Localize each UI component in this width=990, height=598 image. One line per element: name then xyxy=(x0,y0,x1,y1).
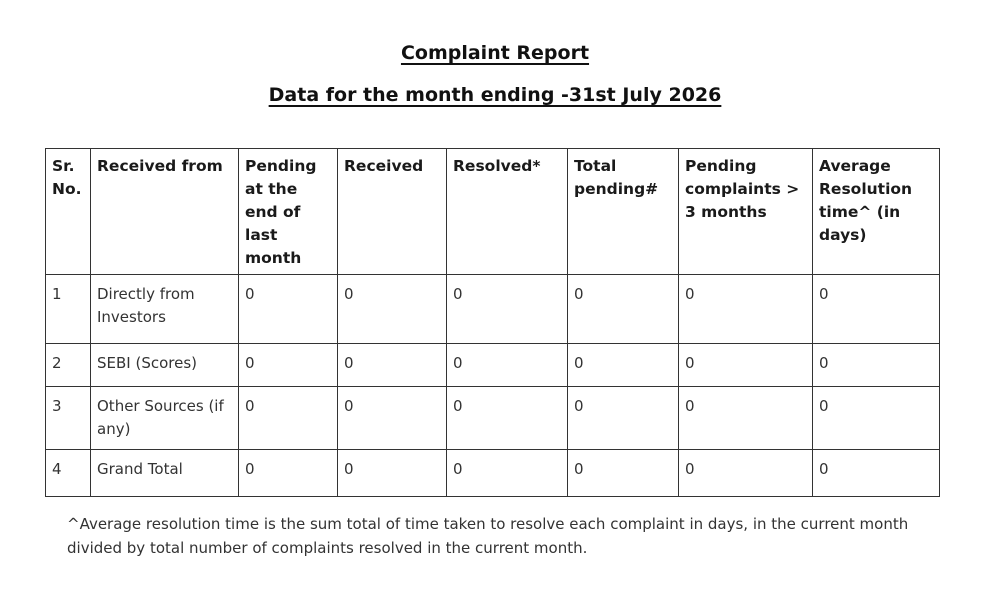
cell-total-pending: 0 xyxy=(568,450,679,497)
cell-resolved: 0 xyxy=(447,450,568,497)
cell-sr-no: 3 xyxy=(46,387,91,450)
header-average-resolution-time: Average Resolution time^ (in days) xyxy=(813,149,940,275)
header-total-pending: Total pending# xyxy=(568,149,679,275)
report-title xyxy=(0,42,990,64)
table-row xyxy=(46,450,940,497)
cell-total-pending: 0 xyxy=(568,387,679,450)
cell-resolved: 0 xyxy=(447,275,568,344)
footnote: ^Average resolution time is the sum total of time taken to resolve each complaint in days, in the current month divided by total number of complaints resolved in the current month. xyxy=(67,515,909,557)
cell-received: 0 xyxy=(338,387,447,450)
table-row xyxy=(46,344,940,387)
cell-received-from: Grand Total xyxy=(91,450,239,497)
cell-resolved: 0 xyxy=(447,344,568,387)
table-header-row xyxy=(46,149,940,275)
cell-pending-last-month: 0 xyxy=(239,450,338,497)
cell-pending-last-month: 0 xyxy=(239,387,338,450)
report-subtitle xyxy=(0,84,990,106)
cell-sr-no: 2 xyxy=(46,344,91,387)
cell-received: 0 xyxy=(338,275,447,344)
cell-received-from: SEBI (Scores) xyxy=(91,344,239,387)
cell-pending-over-3-months: 0 xyxy=(679,387,813,450)
header-received: Received xyxy=(338,149,447,275)
header-sr-no: Sr. No. xyxy=(46,149,91,275)
cell-received: 0 xyxy=(338,450,447,497)
cell-received-from: Directly from Investors xyxy=(91,275,239,344)
cell-pending-over-3-months: 0 xyxy=(679,275,813,344)
cell-total-pending: 0 xyxy=(568,275,679,344)
report-subtitle-text: Data for the month ending -31st July 2026 xyxy=(268,84,722,106)
cell-received: 0 xyxy=(338,344,447,387)
report-title-text: Complaint Report xyxy=(400,42,590,64)
cell-resolved: 0 xyxy=(447,387,568,450)
cell-pending-last-month: 0 xyxy=(239,275,338,344)
cell-total-pending: 0 xyxy=(568,344,679,387)
header-resolved: Resolved* xyxy=(447,149,568,275)
table-row xyxy=(46,275,940,344)
complaint-table xyxy=(45,148,940,497)
cell-sr-no: 1 xyxy=(46,275,91,344)
cell-sr-no: 4 xyxy=(46,450,91,497)
cell-average-resolution-time: 0 xyxy=(813,450,940,497)
header-pending-last-month: Pending at the end of last month xyxy=(239,149,338,275)
cell-pending-last-month: 0 xyxy=(239,344,338,387)
header-received-from: Received from xyxy=(91,149,239,275)
cell-average-resolution-time: 0 xyxy=(813,387,940,450)
cell-received-from: Other Sources (if any) xyxy=(91,387,239,450)
cell-average-resolution-time: 0 xyxy=(813,275,940,344)
cell-pending-over-3-months: 0 xyxy=(679,344,813,387)
header-pending-over-3-months: Pending complaints > 3 months xyxy=(679,149,813,275)
table-row xyxy=(46,387,940,450)
cell-pending-over-3-months: 0 xyxy=(679,450,813,497)
cell-average-resolution-time: 0 xyxy=(813,344,940,387)
